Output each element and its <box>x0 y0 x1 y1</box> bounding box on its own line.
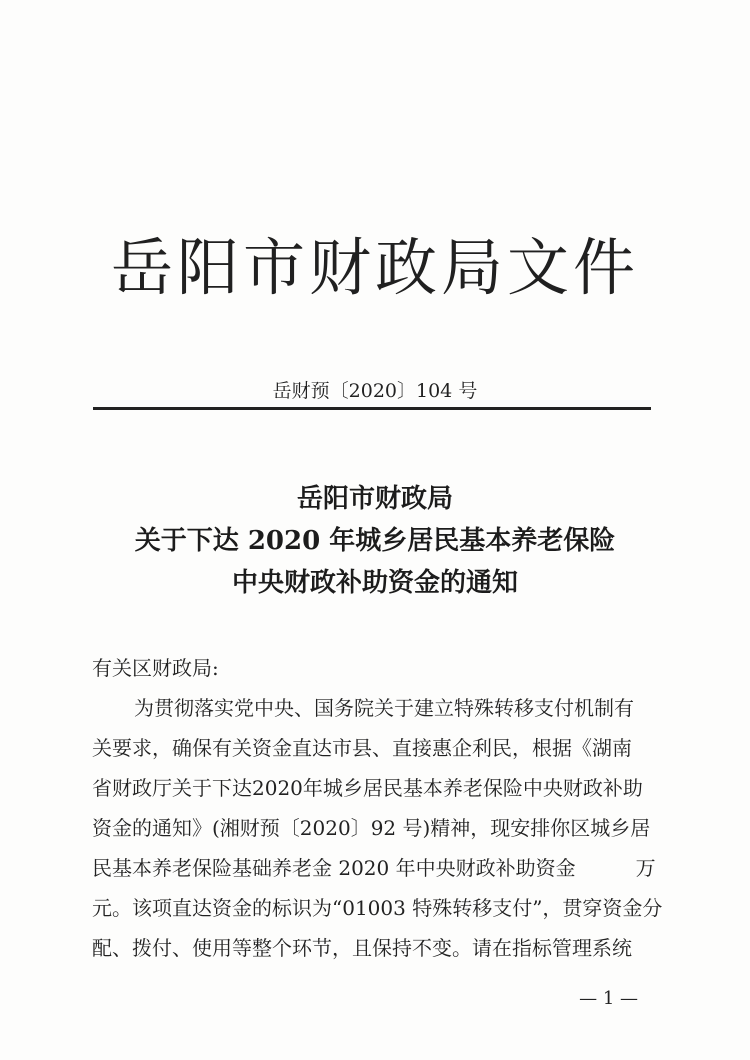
document-title <box>0 478 750 604</box>
issuer-header: 岳阳市财政局文件 <box>110 231 639 304</box>
body-line-text: 元。该项直达资金的标识为“01003 特殊转移支付”，贯穿资金分 <box>92 896 663 920</box>
body-line <box>92 728 648 768</box>
body-text <box>92 688 663 968</box>
page-number: — 1 — <box>579 988 638 1009</box>
addressee: 有关区财政局: <box>92 656 219 680</box>
header-divider <box>93 407 651 410</box>
title-line-2: 关于下达 2020 年城乡居民基本养老保险 <box>134 526 616 556</box>
body-line-text: 民基本养老保险基础养老金 2020 年中央财政补助资金 万 <box>92 856 656 880</box>
title-line-1: 岳阳市财政局 <box>296 484 453 514</box>
body-line <box>92 768 648 808</box>
body-line-text: 为贯彻落实党中央、国务院关于建立特殊转移支付机制有 <box>134 696 634 720</box>
body-line-text: 关要求，确保有关资金直达市县、直接惠企利民，根据《湖南 <box>92 736 632 760</box>
body-line-text: 省财政厅关于下达2020年城乡居民基本养老保险中央财政补助 <box>92 776 643 800</box>
body-line-text: 资金的通知》(湘财预〔2020〕92 号)精神，现安排你区城乡居 <box>92 816 651 840</box>
body-line <box>92 688 648 728</box>
body-line-text: 配、拨付、使用等整个环节，且保持不变。请在指标管理系统 <box>92 936 632 960</box>
body-line <box>92 808 651 848</box>
title-line-3: 中央财政补助资金的通知 <box>231 568 518 598</box>
body-line <box>92 848 656 888</box>
document-number: 岳财预〔2020〕104 号 <box>272 380 478 402</box>
body-line <box>92 888 663 928</box>
body-line <box>92 928 648 968</box>
